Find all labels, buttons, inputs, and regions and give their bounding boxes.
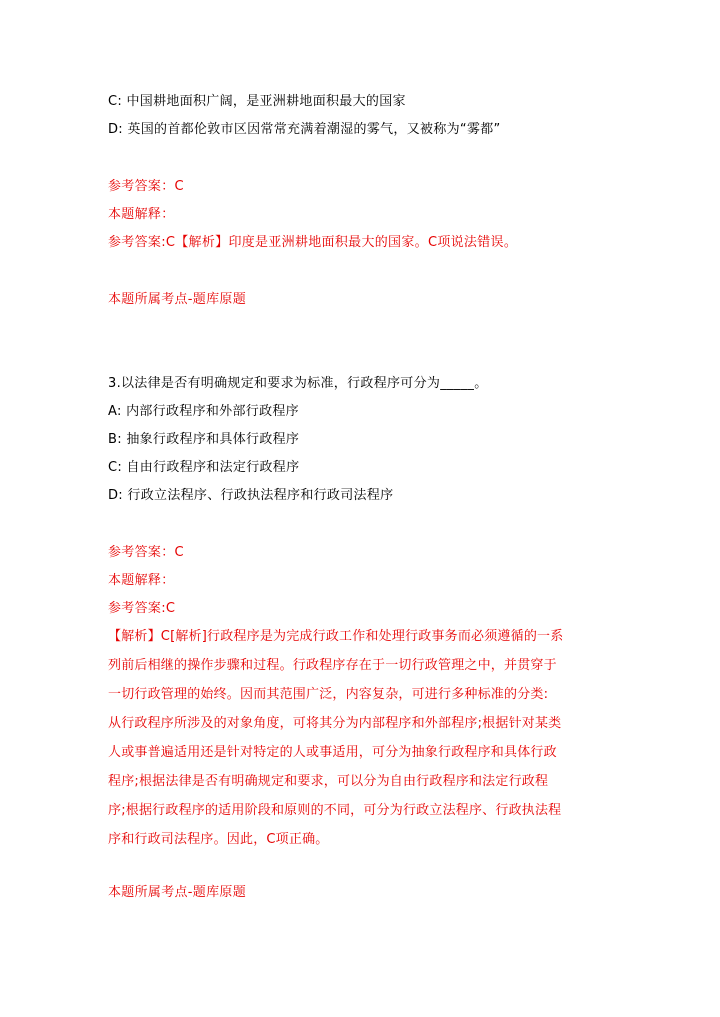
q2-option-d: D: 英国的首都伦敦市区因常常充满着潮湿的雾气，又被称为“雾都” [108, 122, 501, 137]
q3-explanation-paragraph [108, 622, 608, 854]
q3-question: 3.以法律是否有明确规定和要求为标准，行政程序可分为_____。 [108, 376, 488, 391]
explanation-line: 一切行政管理的始终。因而其范围广泛，内容复杂，可进行多种标准的分类: [108, 687, 549, 702]
q3-option-c: C: 自由行政程序和法定行政程序 [108, 460, 300, 475]
explanation-line: 程序;根据法律是否有明确规定和要求，可以分为自由行政程序和法定行政程 [108, 774, 549, 789]
q3-source: 本题所属考点-题库原题 [108, 885, 246, 900]
q2-source: 本题所属考点-题库原题 [108, 292, 246, 307]
q3-option-d: D: 行政立法程序、行政执法程序和行政司法程序 [108, 488, 394, 503]
explanation-line: 序;根据行政程序的适用阶段和原则的不同，可分为行政立法程序、行政执法程 [108, 803, 562, 818]
q2-answer: 参考答案：C [108, 179, 184, 194]
q3-answer: 参考答案：C [108, 545, 184, 560]
q3-option-b: B: 抽象行政程序和具体行政程序 [108, 432, 300, 447]
q2-option-c: C: 中国耕地面积广阔，是亚洲耕地面积最大的国家 [108, 94, 406, 109]
explanation-line: 列前后相继的操作步骤和过程。行政程序存在于一切行政管理之中，并贯穿于 [108, 658, 557, 673]
q2-explanation-label: 本题解释： [108, 207, 175, 222]
q3-answer-ref: 参考答案:C [108, 601, 176, 616]
explanation-line: 从行政程序所涉及的对象角度，可将其分为内部程序和外部程序;根据针对某类 [108, 716, 562, 731]
explanation-line: 【解析】C[解析]行政程序是为完成行政工作和处理行政事务而必须遵循的一系 [108, 629, 564, 644]
explanation-line: 人或事普遍适用还是针对特定的人或事适用，可分为抽象行政程序和具体行政 [108, 745, 557, 760]
q2-explanation: 参考答案:C【解析】印度是亚洲耕地面积最大的国家。C项说法错误。 [108, 235, 518, 250]
q3-option-a: A: 内部行政程序和外部行政程序 [108, 404, 299, 419]
q3-explanation-label: 本题解释： [108, 573, 175, 588]
explanation-line: 序和行政司法程序。因此，C项正确。 [108, 832, 329, 847]
